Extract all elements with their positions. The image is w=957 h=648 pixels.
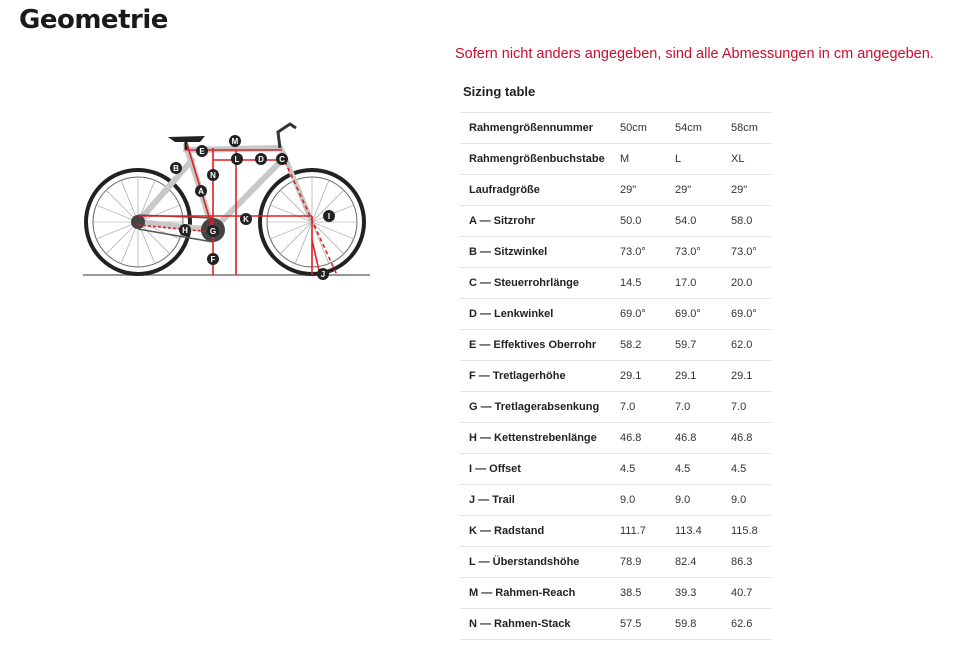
size-value: 69.0° bbox=[620, 299, 675, 330]
size-value: 7.0 bbox=[731, 392, 771, 423]
svg-text:A: A bbox=[198, 187, 204, 196]
marker-a bbox=[195, 185, 207, 197]
size-value: 59.8 bbox=[675, 609, 731, 640]
table-row bbox=[460, 113, 771, 144]
handlebar bbox=[278, 124, 296, 148]
size-value: 4.5 bbox=[620, 454, 675, 485]
size-value: 58.0 bbox=[731, 206, 771, 237]
row-label: H — Kettenstrebenlänge bbox=[460, 423, 620, 454]
marker-b bbox=[170, 162, 182, 174]
size-value: 50.0 bbox=[620, 206, 675, 237]
size-value: 58.2 bbox=[620, 330, 675, 361]
size-value: 7.0 bbox=[620, 392, 675, 423]
size-value: 62.0 bbox=[731, 330, 771, 361]
size-value: 29.1 bbox=[620, 361, 675, 392]
size-value: 20.0 bbox=[731, 268, 771, 299]
table-row bbox=[460, 423, 771, 454]
table-row bbox=[460, 144, 771, 175]
svg-text:B: B bbox=[173, 164, 179, 173]
size-value: 73.0° bbox=[731, 237, 771, 268]
size-value: 29.1 bbox=[675, 361, 731, 392]
table-row bbox=[460, 485, 771, 516]
svg-text:D: D bbox=[258, 155, 264, 164]
row-label: E — Effektives Oberrohr bbox=[460, 330, 620, 361]
units-note: Sofern nicht anders angegeben, sind alle Abmessungen in cm angegeben. bbox=[455, 46, 934, 62]
table-row bbox=[460, 299, 771, 330]
size-value: 59.7 bbox=[675, 330, 731, 361]
row-label: K — Radstand bbox=[460, 516, 620, 547]
page-title: Geometrie bbox=[19, 5, 168, 35]
size-value: 57.5 bbox=[620, 609, 675, 640]
svg-text:L: L bbox=[234, 155, 240, 164]
saddle bbox=[168, 136, 205, 142]
table-row bbox=[460, 516, 771, 547]
size-value: 115.8 bbox=[731, 516, 771, 547]
size-value: L bbox=[675, 144, 731, 175]
marker-j bbox=[317, 268, 329, 280]
marker-c bbox=[276, 153, 288, 165]
marker-g bbox=[207, 225, 219, 237]
sizing-table-body bbox=[460, 113, 771, 640]
marker-d bbox=[255, 153, 267, 165]
size-value: 73.0° bbox=[620, 237, 675, 268]
table-row bbox=[460, 454, 771, 485]
svg-text:E: E bbox=[199, 147, 205, 156]
svg-text:K: K bbox=[243, 215, 249, 224]
size-value: 9.0 bbox=[731, 485, 771, 516]
row-label: Rahmengrößennummer bbox=[460, 113, 620, 144]
size-value: 46.8 bbox=[675, 423, 731, 454]
table-row bbox=[460, 609, 771, 640]
size-value: 82.4 bbox=[675, 547, 731, 578]
row-label: M — Rahmen-Reach bbox=[460, 578, 620, 609]
row-label: L — Überstandshöhe bbox=[460, 547, 620, 578]
svg-text:J: J bbox=[320, 270, 326, 279]
size-value: 73.0° bbox=[675, 237, 731, 268]
table-row bbox=[460, 268, 771, 299]
size-value: 69.0° bbox=[731, 299, 771, 330]
marker-f bbox=[207, 253, 219, 265]
size-value: 4.5 bbox=[675, 454, 731, 485]
size-value: 69.0° bbox=[675, 299, 731, 330]
size-value: 29" bbox=[731, 175, 771, 206]
size-value: 38.5 bbox=[620, 578, 675, 609]
size-value: 111.7 bbox=[620, 516, 675, 547]
size-value: 9.0 bbox=[675, 485, 731, 516]
row-label: N — Rahmen-Stack bbox=[460, 609, 620, 640]
bike-geometry-diagram bbox=[80, 115, 380, 285]
svg-text:C: C bbox=[279, 155, 285, 164]
table-row bbox=[460, 547, 771, 578]
table-row bbox=[460, 330, 771, 361]
svg-text:I: I bbox=[327, 212, 331, 221]
size-value: 62.6 bbox=[731, 609, 771, 640]
size-value: 9.0 bbox=[620, 485, 675, 516]
size-value: 50cm bbox=[620, 113, 675, 144]
row-label: I — Offset bbox=[460, 454, 620, 485]
sizing-table bbox=[460, 112, 771, 640]
marker-m bbox=[229, 135, 241, 147]
marker-l bbox=[231, 153, 243, 165]
marker-k bbox=[240, 213, 252, 225]
marker-n bbox=[207, 169, 219, 181]
size-value: 54.0 bbox=[675, 206, 731, 237]
table-row bbox=[460, 237, 771, 268]
table-row bbox=[460, 578, 771, 609]
marker-e bbox=[196, 145, 208, 157]
sizing-table-caption: Sizing table bbox=[463, 84, 536, 99]
svg-text:M: M bbox=[231, 137, 239, 146]
row-label: Rahmengrößenbuchstabe bbox=[460, 144, 620, 175]
size-value: 4.5 bbox=[731, 454, 771, 485]
size-value: 86.3 bbox=[731, 547, 771, 578]
size-value: 29" bbox=[675, 175, 731, 206]
size-value: 78.9 bbox=[620, 547, 675, 578]
size-value: 54cm bbox=[675, 113, 731, 144]
svg-text:G: G bbox=[209, 227, 217, 236]
size-value: 29.1 bbox=[731, 361, 771, 392]
size-value: 7.0 bbox=[675, 392, 731, 423]
row-label: B — Sitzwinkel bbox=[460, 237, 620, 268]
table-row bbox=[460, 175, 771, 206]
table-row bbox=[460, 361, 771, 392]
table-row bbox=[460, 392, 771, 423]
row-label: A — Sitzrohr bbox=[460, 206, 620, 237]
size-value: 58cm bbox=[731, 113, 771, 144]
size-value: 113.4 bbox=[675, 516, 731, 547]
size-value: 29" bbox=[620, 175, 675, 206]
row-label: C — Steuerrohrlänge bbox=[460, 268, 620, 299]
size-value: 17.0 bbox=[675, 268, 731, 299]
row-label: D — Lenkwinkel bbox=[460, 299, 620, 330]
size-value: XL bbox=[731, 144, 771, 175]
row-label: F — Tretlagerhöhe bbox=[460, 361, 620, 392]
svg-text:N: N bbox=[210, 171, 216, 180]
table-row bbox=[460, 206, 771, 237]
svg-text:H: H bbox=[182, 226, 188, 235]
size-value: 14.5 bbox=[620, 268, 675, 299]
size-value: 46.8 bbox=[620, 423, 675, 454]
row-label: Laufradgröße bbox=[460, 175, 620, 206]
size-value: M bbox=[620, 144, 675, 175]
svg-text:F: F bbox=[210, 255, 216, 264]
marker-h bbox=[179, 224, 191, 236]
size-value: 39.3 bbox=[675, 578, 731, 609]
row-label: J — Trail bbox=[460, 485, 620, 516]
marker-i bbox=[323, 210, 335, 222]
size-value: 40.7 bbox=[731, 578, 771, 609]
size-value: 46.8 bbox=[731, 423, 771, 454]
row-label: G — Tretlagerabsenkung bbox=[460, 392, 620, 423]
callout-markers bbox=[170, 135, 335, 280]
